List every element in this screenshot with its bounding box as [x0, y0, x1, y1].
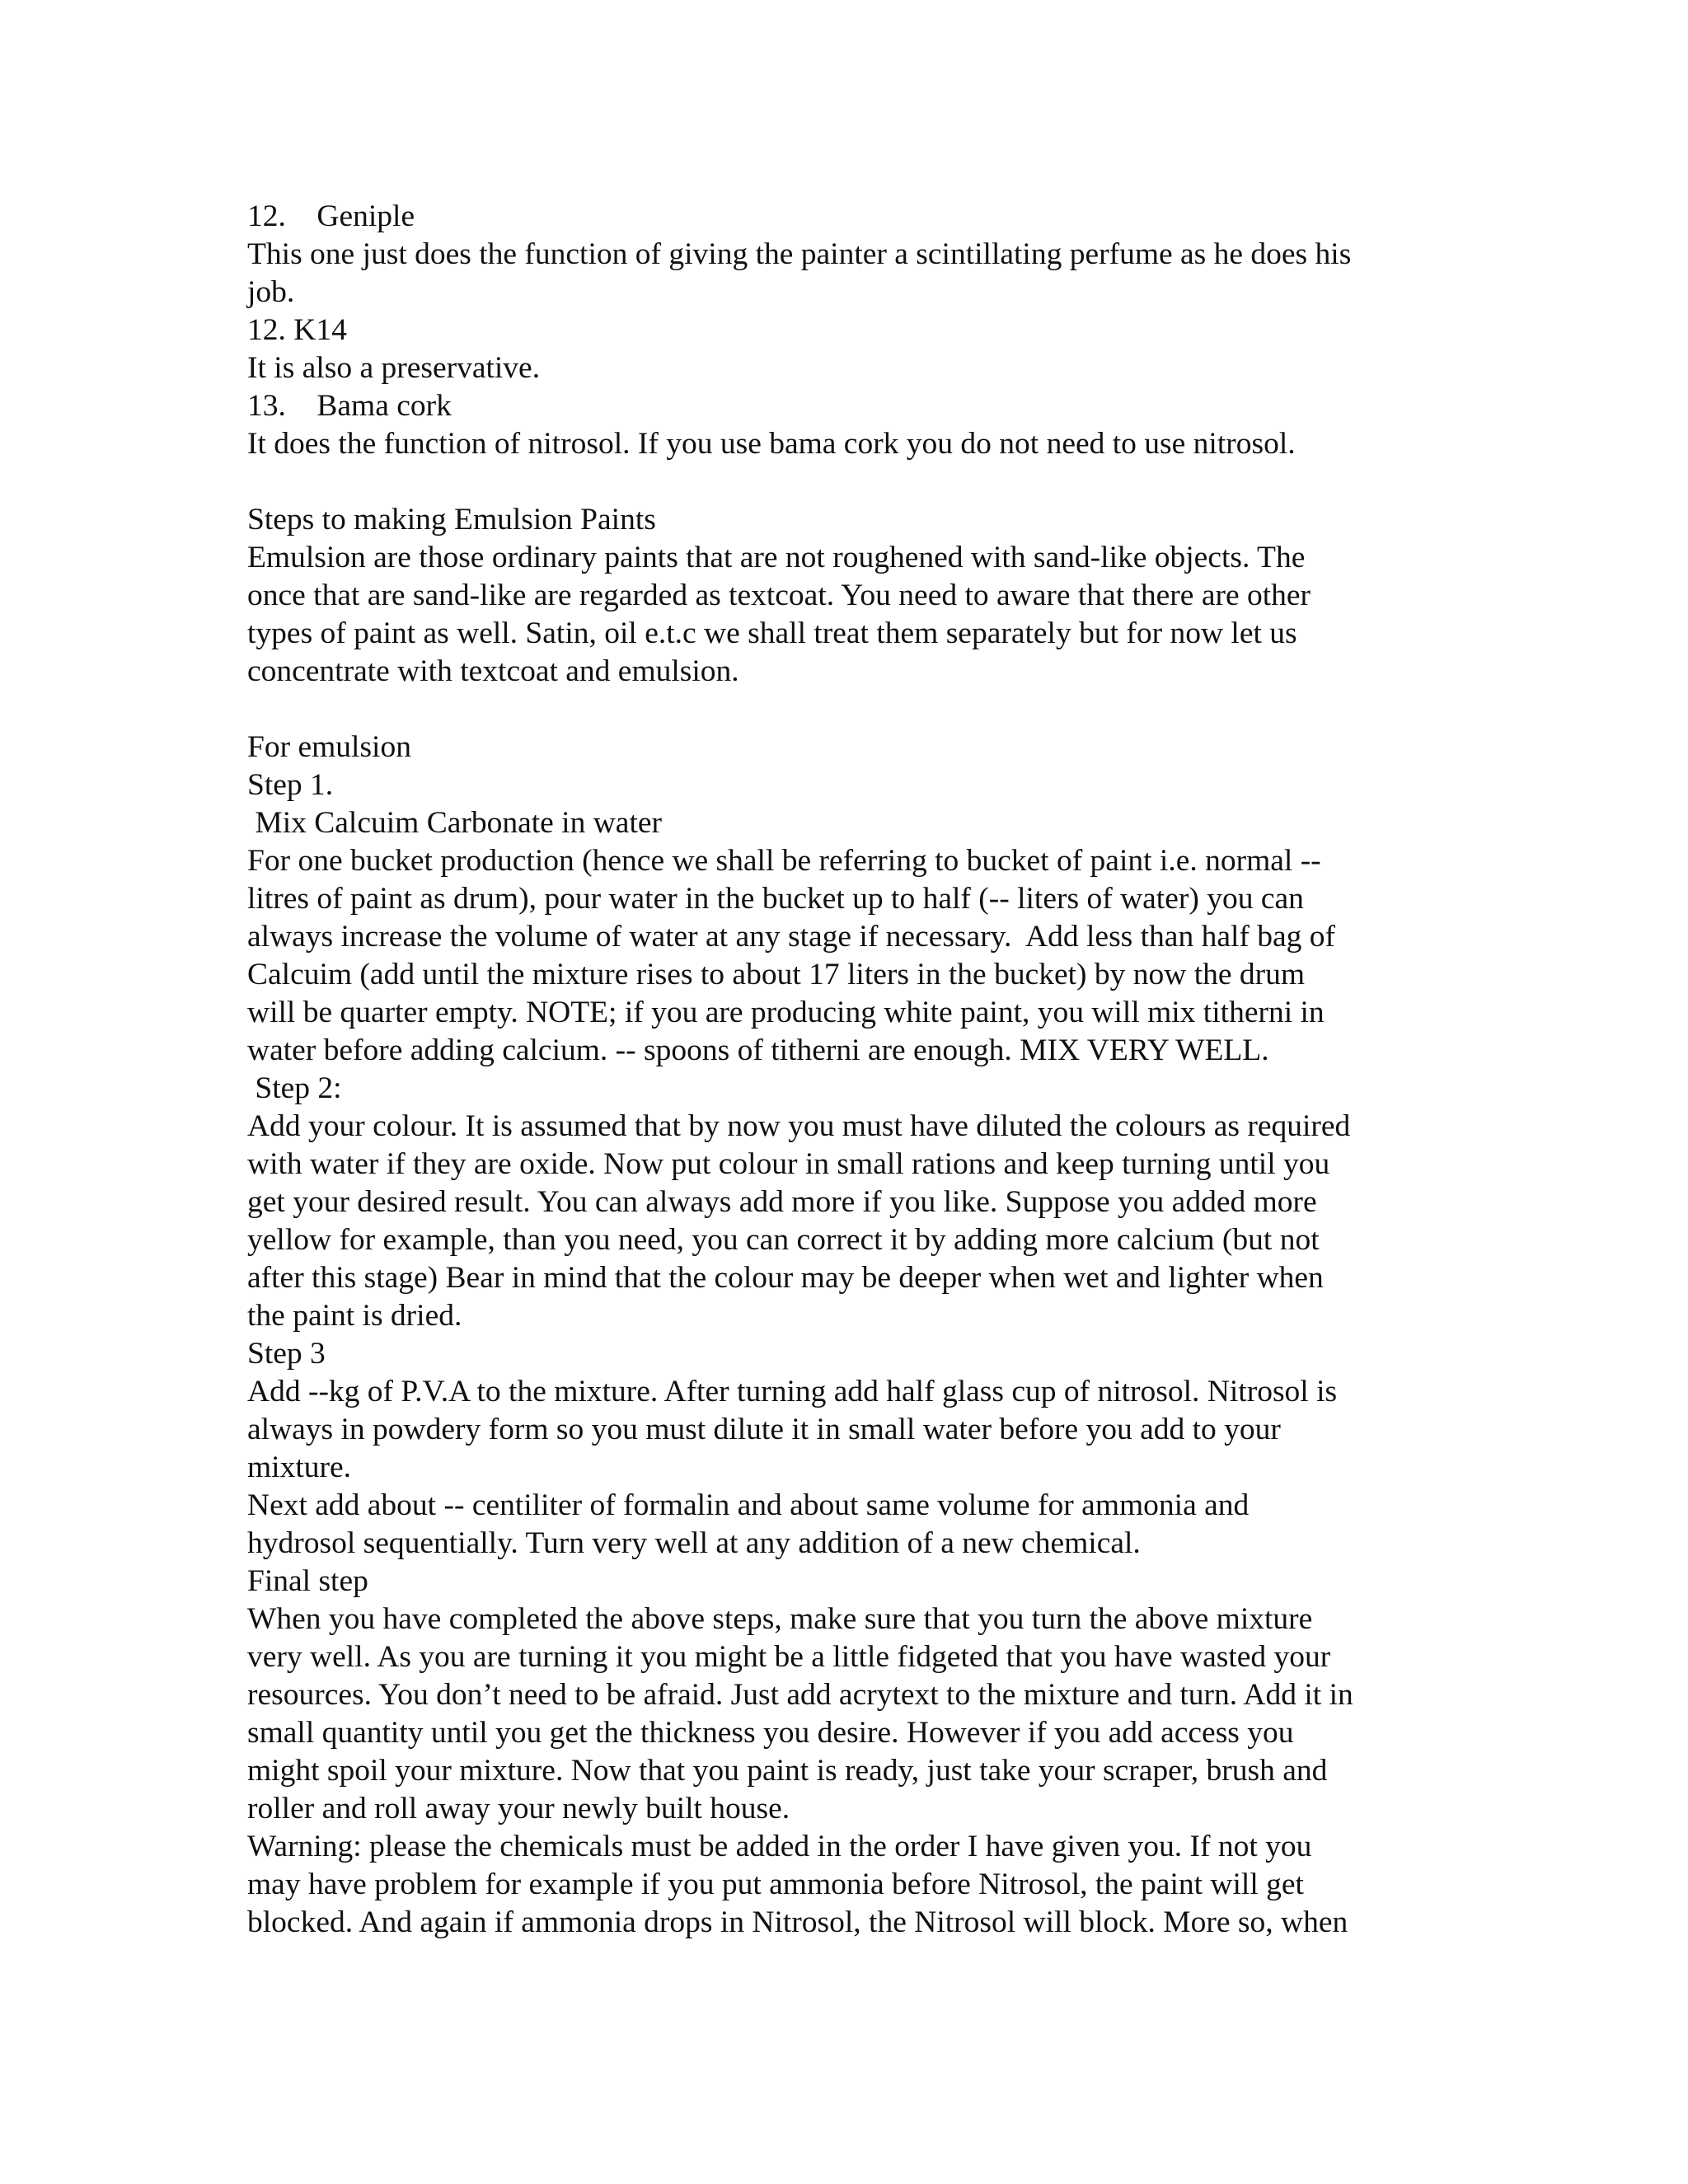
text-line: Next add about -- centiliter of formalin and about same volume for ammonia and — [247, 1488, 1250, 1522]
text-line: always in powdery form so you must dilute it in small water before you add to your — [247, 1413, 1281, 1446]
text-line: Step 3 — [247, 1337, 326, 1371]
text-line: get your desired result. You can always add more if you like. Suppose you added more — [247, 1185, 1317, 1219]
text-line: 12. Geniple — [247, 199, 415, 233]
text-line: Step 2: — [247, 1071, 342, 1105]
text-line: Emulsion are those ordinary paints that are not roughened with sand-like objects. The — [247, 541, 1306, 574]
text-line: yellow for example, than you need, you can correct it by adding more calcium (but not — [247, 1223, 1320, 1257]
text-line: Warning: please the chemicals must be added in the order I have given you. If not you — [247, 1830, 1312, 1863]
blank-line — [247, 463, 1434, 501]
text-line: For one bucket production (hence we shall be referring to bucket of paint i.e. normal -- — [247, 844, 1321, 878]
text-line: 12. K14 — [247, 313, 347, 347]
text-line: once that are sand-like are regarded as textcoat. You need to aware that there are other — [247, 579, 1311, 612]
text-line: Final step — [247, 1564, 368, 1598]
text-line: job. — [247, 275, 295, 309]
text-line: very well. As you are turning it you might be a little fidgeted that you have wasted your — [247, 1640, 1331, 1674]
text-line: Mix Calcuim Carbonate in water — [247, 806, 662, 840]
text-line: will be quarter empty. NOTE; if you are producing white paint, you will mix titherni in — [247, 996, 1325, 1029]
text-line: small quantity until you get the thickness you desire. However if you add access you — [247, 1716, 1294, 1750]
text-line: roller and roll away your newly built house. — [247, 1792, 790, 1825]
text-line: Add --kg of P.V.A to the mixture. After turning add half glass cup of nitrosol. Nitrosol is — [247, 1375, 1338, 1408]
text-line: concentrate with textcoat and emulsion. — [247, 654, 739, 688]
text-line: may have problem for example if you put ammonia before Nitrosol, the paint will get — [247, 1868, 1304, 1901]
blank-line — [247, 691, 1434, 729]
text-line: Calcuim (add until the mixture rises to about 17 liters in the bucket) by now the drum — [247, 958, 1306, 991]
text-line: water before adding calcium. -- spoons of titherni are enough. MIX VERY WELL. — [247, 1033, 1269, 1067]
text-line: might spoil your mixture. Now that you paint is ready, just take your scraper, brush and — [247, 1754, 1328, 1788]
text-line: It is also a preservative. — [247, 351, 541, 385]
text-line: 13. Bama cork — [247, 389, 452, 423]
text-line: litres of paint as drum), pour water in the bucket up to half (-- liters of water) you can — [247, 882, 1304, 916]
text-line: Step 1. — [247, 768, 334, 802]
text-line: with water if they are oxide. Now put colour in small rations and keep turning until you — [247, 1147, 1330, 1181]
text-line: Add your colour. It is assumed that by now you must have diluted the colours as required — [247, 1109, 1351, 1143]
text-line: It does the function of nitrosol. If you use bama cork you do not need to use nitrosol. — [247, 427, 1296, 461]
text-line: For emulsion — [247, 730, 411, 764]
text-line: the paint is dried. — [247, 1299, 462, 1333]
text-line: always increase the volume of water at any stage if necessary. Add less than half bag of — [247, 920, 1336, 954]
text-line: types of paint as well. Satin, oil e.t.c we shall treat them separately but for now let us — [247, 616, 1297, 650]
document-page — [247, 198, 1434, 1942]
text-line: hydrosol sequentially. Turn very well at any addition of a new chemical. — [247, 1526, 1141, 1560]
text-line: resources. You don’t need to be afraid. Just add acrytext to the mixture and turn. Add it in — [247, 1678, 1353, 1712]
text-line: blocked. And again if ammonia drops in Nitrosol, the Nitrosol will block. More so, when — [247, 1905, 1348, 1939]
text-line: mixture. — [247, 1451, 352, 1484]
text-line: When you have completed the above steps, make sure that you turn the above mixture — [247, 1602, 1313, 1636]
text-line: after this stage) Bear in mind that the colour may be deeper when wet and lighter when — [247, 1261, 1324, 1295]
text-line: This one just does the function of giving the painter a scintillating perfume as he does his — [247, 237, 1352, 271]
text-line: Steps to making Emulsion Paints — [247, 503, 656, 537]
